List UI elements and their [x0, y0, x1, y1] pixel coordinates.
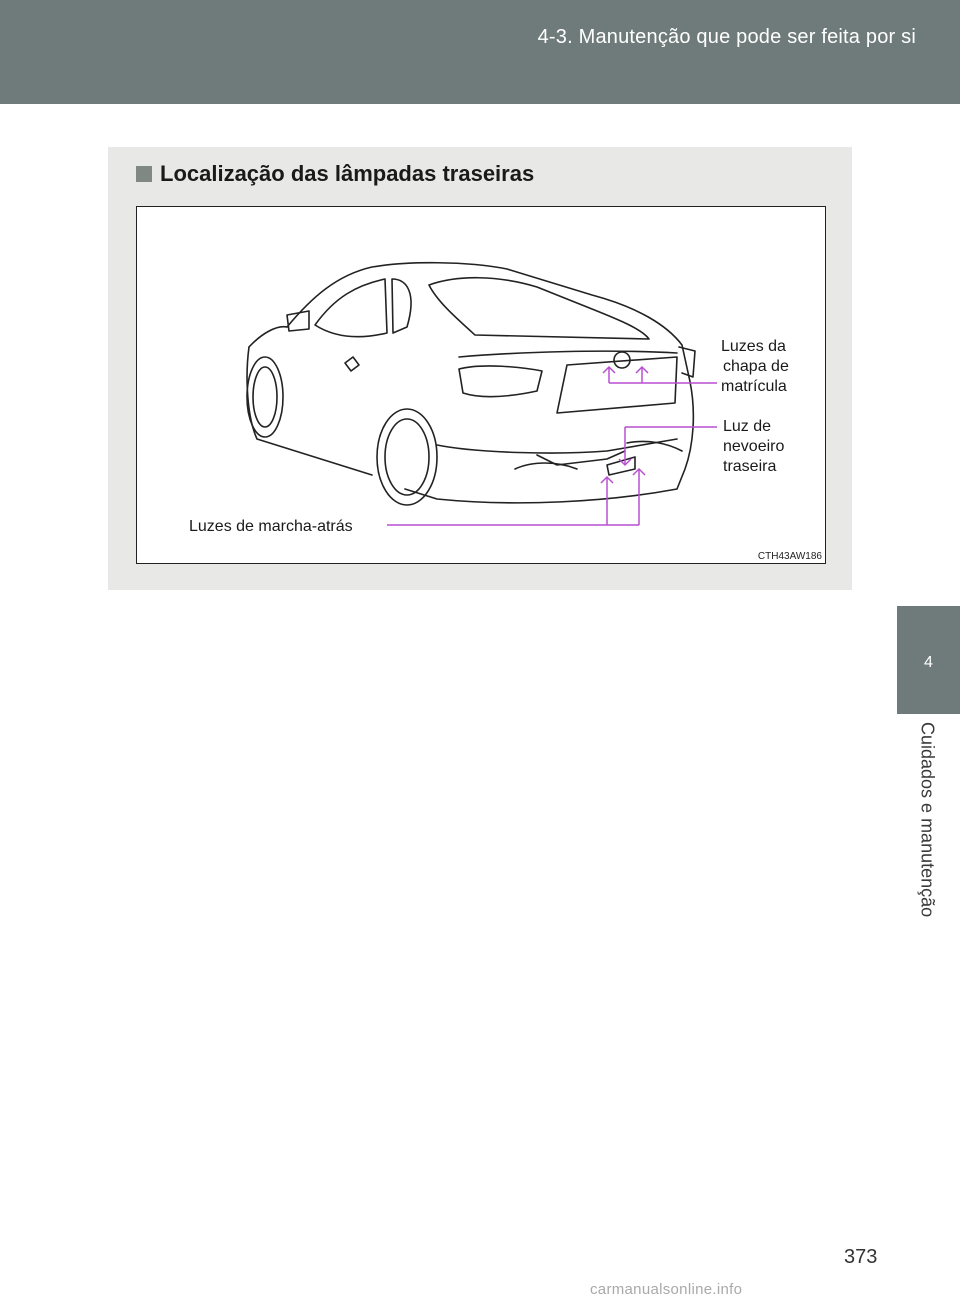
page-number: 373 — [844, 1246, 878, 1268]
chapter-side-label — [897, 722, 960, 972]
section-heading — [136, 161, 534, 187]
rear-fog-label-line-2: nevoeiro — [723, 438, 785, 455]
chapter-side-label-text: Cuidados e manutenção — [917, 722, 937, 918]
reverse-lights-label: Luzes de marcha-atrás — [189, 518, 353, 535]
license-plate-lights-label — [721, 337, 789, 397]
watermark: carmanualsonline.info — [590, 1281, 743, 1298]
section-heading-text: Localização das lâmpadas traseiras — [160, 161, 535, 186]
rear-fog-light-label — [723, 417, 784, 477]
license-plate-label-line-3: matrícula — [721, 378, 787, 395]
rear-lamps-figure — [136, 206, 826, 564]
license-plate-label-line-2: chapa de — [723, 358, 789, 375]
license-plate-label-line-1: Luzes da — [721, 338, 786, 355]
chapter-number: 4 — [924, 654, 933, 671]
header-bar — [0, 0, 960, 104]
rear-fog-label-line-3: traseira — [723, 458, 777, 475]
bullet-square-icon — [136, 166, 152, 182]
rear-fog-label-line-1: Luz de — [723, 418, 772, 435]
figure-code: CTH43AW186 — [757, 551, 822, 562]
chapter-title: 4-3. Manutenção que pode ser feita por si — [537, 26, 916, 48]
chapter-tab — [897, 606, 960, 714]
